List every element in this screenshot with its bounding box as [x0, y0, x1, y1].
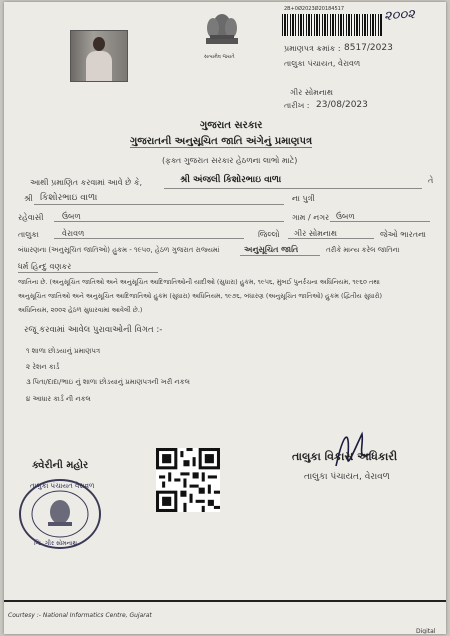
applicant-photo — [70, 30, 128, 82]
footer-right: Digital — [416, 628, 436, 634]
order-suffix: તરીકે માન્ય કરેલ જાતિના — [326, 246, 400, 254]
address-value: ઉંબળ — [62, 212, 81, 221]
certificate-note: (ફક્ત ગુજરાત સરકાર હેઠળના લાભો માટે) — [162, 156, 298, 165]
evidence-item: ૨ રેશન કાર્ડ — [26, 363, 60, 371]
footer-courtesy: Courtesy :- National Informatics Centre, Gujarat — [8, 612, 152, 619]
caste-category: અનુસૂચિત જાતિ — [244, 245, 299, 254]
state-note: જેઓ ભારતના — [380, 230, 427, 239]
handwritten-number: ૨૦૦૨ — [383, 6, 416, 25]
seal-bottom-text: જિ. ગીર સોમનાથ — [34, 540, 78, 547]
seal-ring-text: તાલુકા પંચાયત વેરાવળ — [30, 482, 95, 490]
order-text: બંધારણના (અનુસૂચિત જાતિઓ) હુકમ - ૧૯૫૦, હેઠળ ગુજરાત રાજ્યમાં — [18, 246, 220, 254]
taluka-label: તાલુકા — [18, 230, 39, 239]
office-line: તાલુકા પંચાયત, વેરાવળ — [284, 59, 361, 68]
address-label: રહેવાસી — [18, 213, 44, 222]
emblem-caption: સત્યમેવ જયતે — [204, 54, 235, 60]
seal-caption: ક્વેરીની મહોર — [32, 460, 89, 471]
cert-number-label: પ્રમાણપત્ર ક્રમાંક : — [284, 44, 341, 53]
paragraph-line-1: જાતિના છે. (અનુસૂચિત જાતિઓ અને અનુસૂચિત આદિજાતિઓની યાદીઓ (સુધારા) હુકમ, ૧૯૫૬, મુંબઈ પુનર્રચના અધિનિયમ, ૧૯૬૦ તથા — [18, 278, 380, 286]
issue-date: 23/08/2023 — [316, 100, 368, 110]
village-label: ગામ / નગર — [292, 213, 330, 222]
district-value: ગીર સોમનાથ — [294, 229, 337, 238]
paragraph-line-3: અધિનિયમ, ૨૦૦૨ હેઠળ સુધારવામાં આવેલી છે.) — [18, 306, 143, 314]
paragraph-line-2: અનુસૂચિત જાતિઓ અને અનુસૂચિત આદિજાતિઓ હુકમ (સુધારા) અધિનિયમ, ૧૯૭૬, બંધારણ (અનુસૂચિત જાતિઓ) હુકમ (દ્વિતીય સુધારો) — [18, 292, 383, 300]
cert-number: 8517/2023 — [344, 43, 393, 53]
applicant-name: શ્રી અંજલી કિશોરભાઇ વાળા — [180, 175, 282, 185]
evidence-item: ૪ આધાર કાર્ડ ની નકલ — [26, 395, 91, 403]
barcode — [282, 14, 382, 36]
footer — [4, 600, 446, 634]
certificate-page — [4, 2, 446, 634]
relation: ના પુત્રી — [292, 194, 315, 203]
signatory-office: તાલુકા પંચાયત, વેરાવળ — [304, 472, 390, 482]
date-label: તારીખ : — [284, 101, 310, 110]
certificate-title: ગુજરાતની અનુસૂચિત જાતિ અંગેનું પ્રમાણપત્ર — [130, 136, 313, 147]
district-label: જિલ્લો — [258, 230, 280, 239]
state-emblem-icon — [200, 8, 244, 54]
caste-line: ધર્મ હિન્દુ વણકર — [18, 262, 72, 271]
father-prefix: શ્રી — [24, 194, 33, 203]
district-line: ગીર સોમનાથ — [290, 88, 333, 97]
father-name: કિશોરભાઇ વાળા — [40, 193, 98, 203]
line-end: તે — [428, 176, 434, 185]
signatory-title: તાલુકા વિકાસ અધિકારી — [292, 450, 398, 463]
government-title: ગુજરાત સરકાર — [200, 120, 263, 131]
certify-prefix: આથી પ્રમાણિત કરવામાં આવે છે કે, — [30, 178, 143, 187]
qr-code — [156, 448, 220, 512]
serial-small: 2B+0Ø2023Ø20184517 — [284, 6, 345, 12]
evidence-item: ૧ શાળા છોડયાનું પ્રમાણપત્ર — [26, 347, 101, 355]
village-value: ઉંબળ — [336, 212, 355, 221]
taluka-value: વેરાવળ — [62, 229, 85, 238]
evidence-item: ૩ પિતા/દાદા/ભાઇ નું શાળા છોડયાનું પ્રમાણપત્રની ખરી નકલ — [26, 378, 190, 386]
evidence-heading: રજૂ કરવામાં આવેલ પુરાવાઓની વિગત :- — [24, 325, 163, 335]
